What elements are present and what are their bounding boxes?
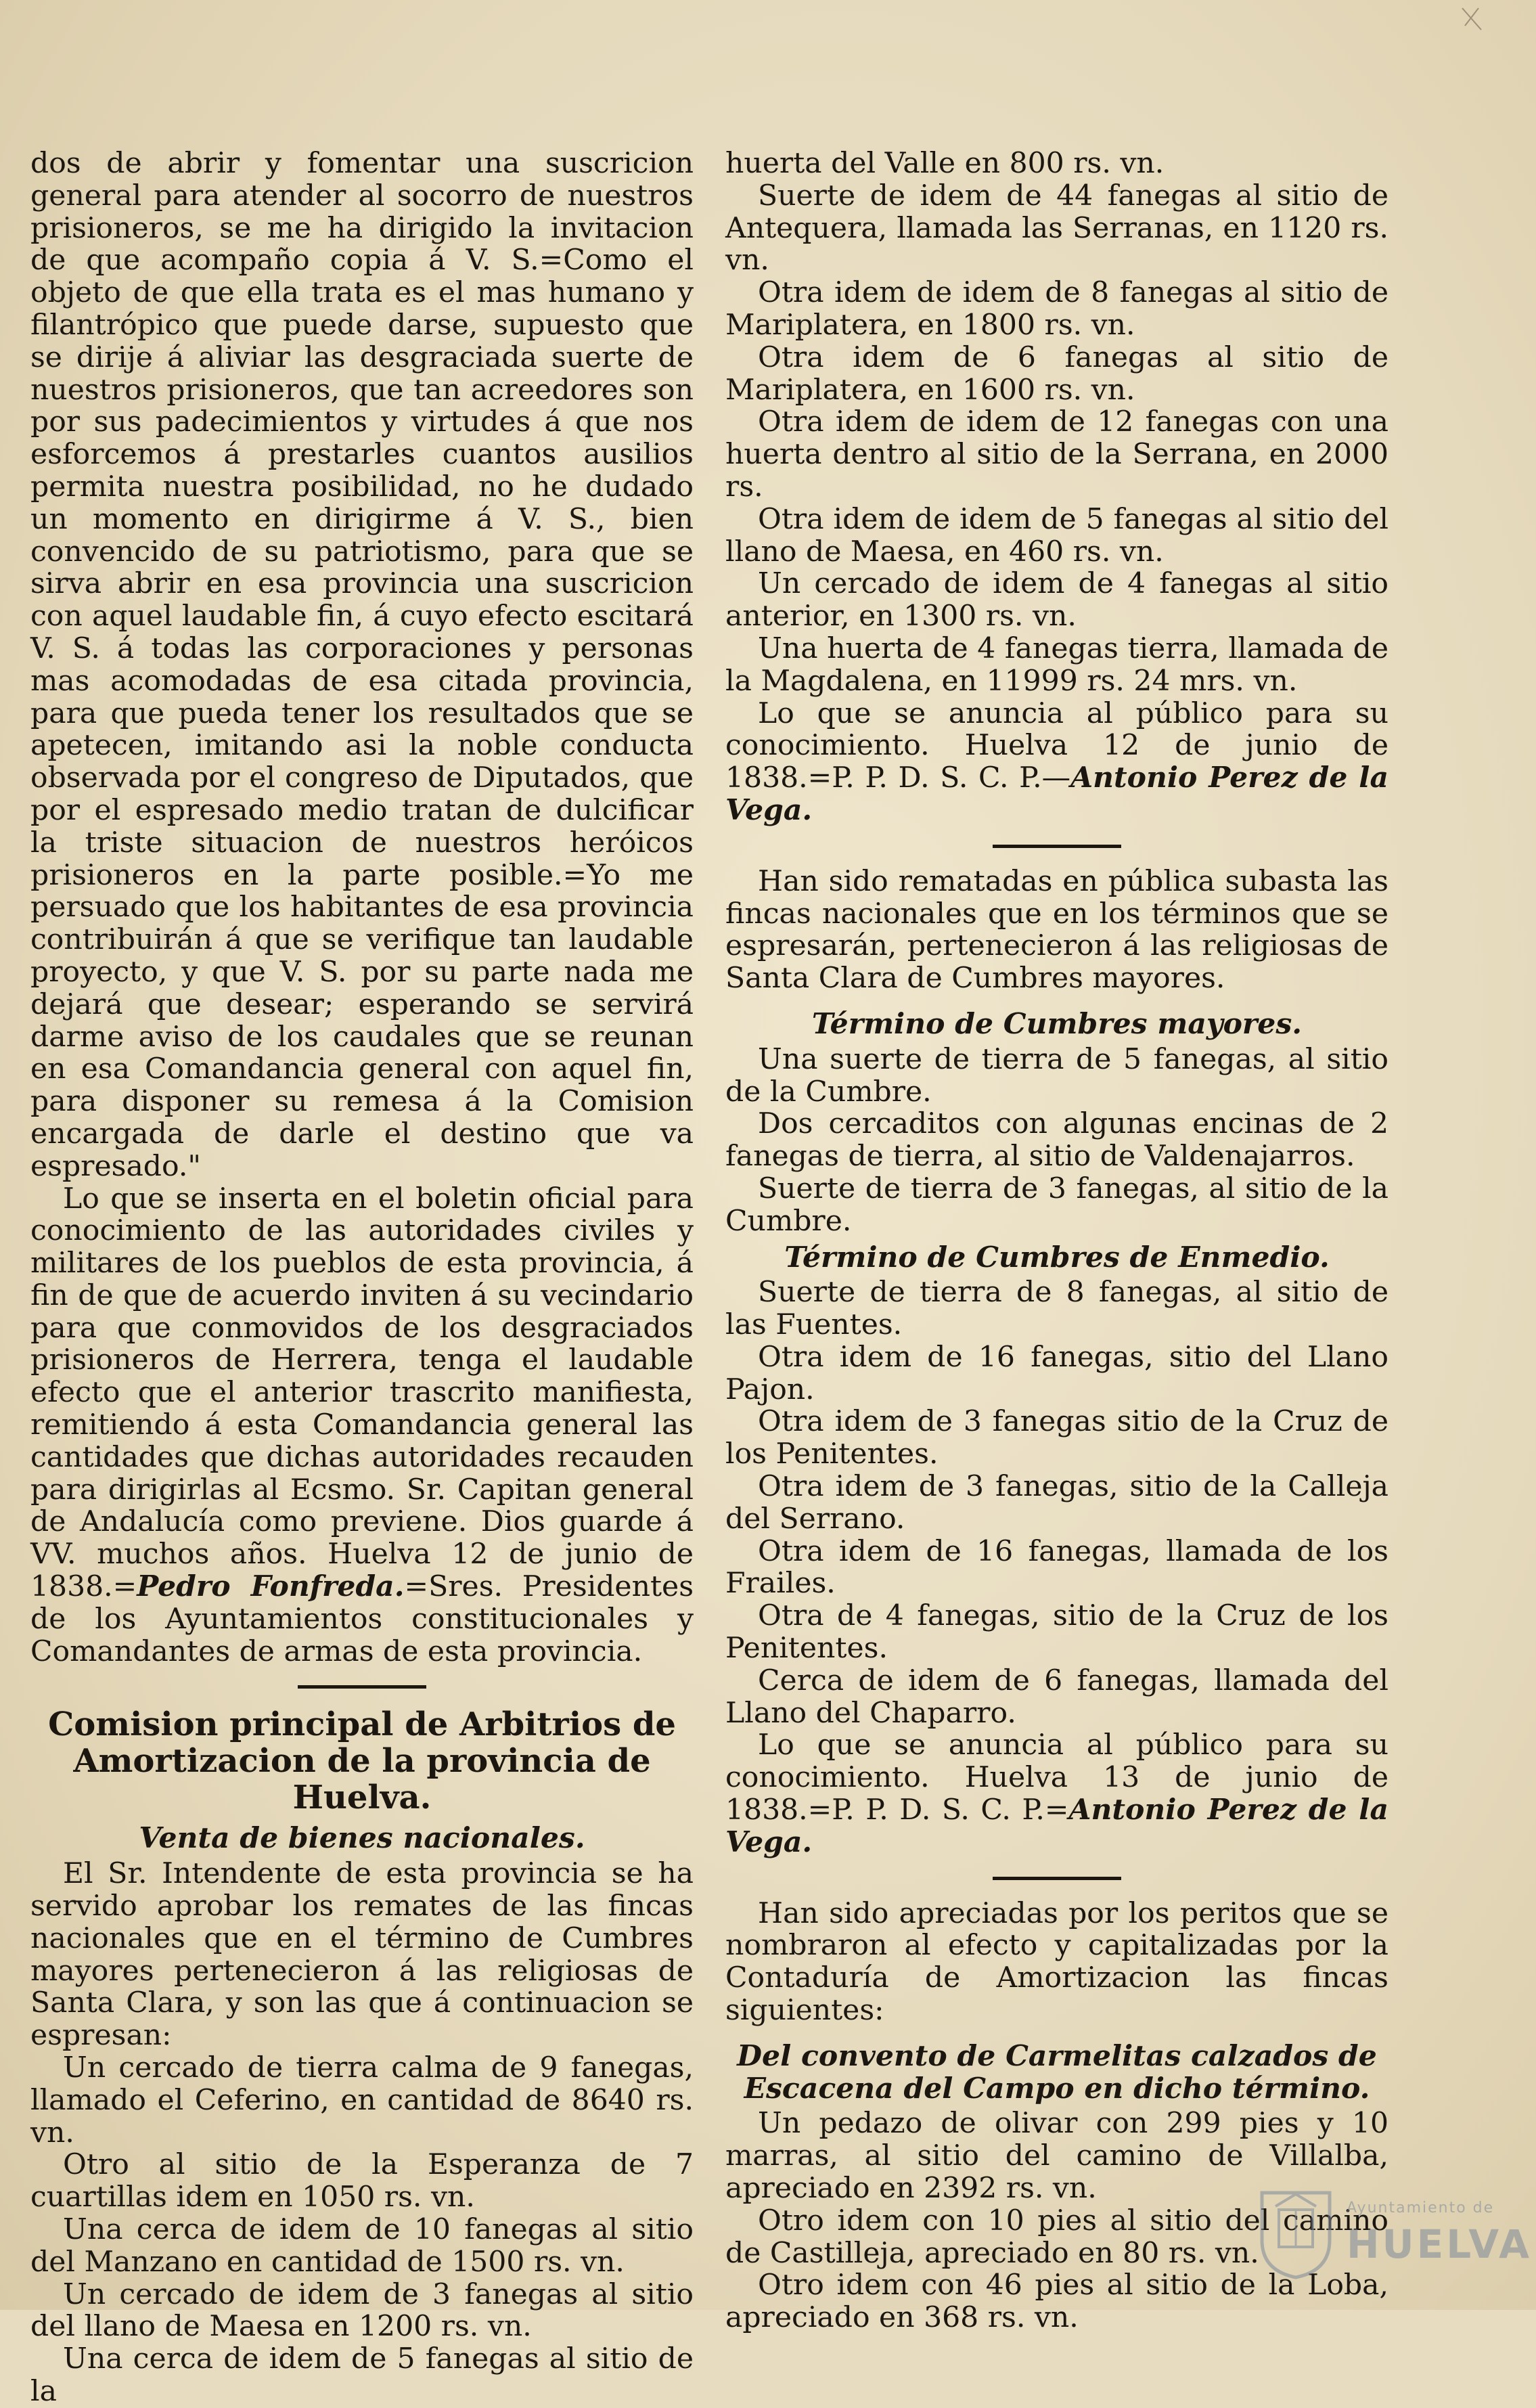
stamp-big-text: HUELVA (1347, 2221, 1533, 2267)
list-item: Otra idem de 3 fanegas, sitio de la Calleja del Serrano. (725, 1470, 1388, 1536)
signer-name: Pedro Fonfreda. (137, 1569, 405, 1604)
notice-paragraph (725, 698, 1388, 827)
section-subheading: Venta de bienes nacionales. (139, 1821, 585, 1856)
signer-name: Antonio Perez de la Vega. (725, 1793, 1388, 1859)
term-heading: Término de Cumbres de Enmedio. (784, 1240, 1330, 1274)
list-item: Un cercado de idem de 4 fanegas al sitio anterior, en 1300 rs. vn. (725, 567, 1388, 633)
list-item: Suerte de tierra de 8 fanegas, al sitio de las Fuentes. (725, 1276, 1388, 1342)
apreciadas-paragraph: Han sido apreciadas por los peritos que se nombraron al efecto y capitalizadas por la Contaduría de Amortizacion las fincas siguientes: (725, 1896, 1388, 2028)
list-item: huerta del Valle en 800 rs. vn. (725, 147, 1165, 180)
signer-name: Antonio Perez de la Vega. (725, 761, 1388, 827)
section-divider (298, 1685, 426, 1689)
remate-paragraph: Han sido rematadas en pública subasta las fincas nacionales que en los términos que se espresarán, pertenecieron á las religiosas de Santa Clara de Cumbres mayores. (725, 864, 1388, 996)
section-heading: Comision principal de Arbitrios de Amortizacion de la provincia de Huelva. (48, 1705, 676, 1817)
list-item: Un cercado de idem de 3 fanegas al sitio del llano de Maesa en 1200 rs. vn. (30, 2277, 694, 2344)
list-item: Un cercado de tierra calma de 9 fanegas, llamado el Ceferino, en cantidad de 8640 rs. vn. (30, 2051, 694, 2149)
archive-stamp (1255, 2186, 1533, 2281)
term-heading: Término de Cumbres mayores. (811, 1006, 1303, 1041)
insertion-text: Lo que se inserta en el boletin oficial para conocimiento de las autoridades civiles y militares de los pueblos de esta provincia, á fin de que de acuerdo inviten á su vecindario para que conmovidos de los desgraciados prisioneros de Herrera, tenga el laudable efecto que el anterior trascrito manifiesta, remitiendo á esta Comandancia general las cantidades que dichas autoridades recauden para dirigirlas al Ecsmo. Sr. Capitan general de Andalucía como previene. Dios guarde á VV. muchos años. Huelva 12 de junio de 1838.= (30, 1182, 694, 1604)
list-item: Dos cercaditos con algunas encinas de 2 fanegas de tierra, al sitio de Valdenajarros. (725, 1107, 1388, 1174)
notice-text: Lo que se anuncia al público para su conocimiento. Huelva 12 de junio de 1838.=P. P. D. S. C. P.— (725, 696, 1388, 795)
list-item: Otro al sitio de la Esperanza de 7 cuartillas idem en 1050 rs. vn. (30, 2148, 694, 2214)
insertion-paragraph (30, 1183, 694, 1668)
list-item: Suerte de tierra de 3 fanegas, al sitio de la Cumbre. (725, 1172, 1388, 1238)
list-item: Suerte de idem de 44 fanegas al sitio de Antequera, llamada las Serranas, en 1120 rs. vn. (725, 179, 1388, 277)
list-item: Otro idem con 46 pies al sitio de la Loba, apreciado en 368 rs. vn. (725, 2269, 1388, 2335)
notice-text: Lo que se anuncia al público para su conocimiento. Huelva 13 de junio de 1838.=P. P. D. S. C. P.= (725, 1729, 1388, 1827)
section-divider (993, 845, 1121, 848)
list-item: Otra idem de 3 fanegas sitio de la Cruz de los Penitentes. (725, 1405, 1388, 1471)
left-column (30, 148, 694, 2408)
list-item: Una cerca de idem de 5 fanegas al sitio de la (30, 2342, 694, 2408)
coat-of-arms-icon (1255, 2186, 1336, 2281)
corner-mark-icon (1458, 5, 1485, 32)
insertion-tail: =Sres. Presidentes de los Ayuntamientos constitucionales y Comandantes de armas de esta provincia. (30, 1570, 694, 1668)
list-item: Otra idem de idem de 8 fanegas al sitio de Mariplatera, en 1800 rs. vn. (725, 276, 1388, 342)
notice-paragraph (725, 1729, 1388, 1858)
letter-paragraph: dos de abrir y fomentar una suscricion general para atender al socorro de nuestros prisioneros, se me ha dirigido la invitacion de que acompaño copia á V. S.=Como el objeto de que ella trata es el mas humano y filantrópico que puede darse, supuesto que se dirije á aliviar las desgraciada suerte de nuestros prisioneros, que tan acreedores son por sus padecimientos y virtudes á que nos esforcemos á prestarles cuantos ausilios permita nuestra posibilidad, no he dudado un momento en dirigirme á V. S., bien convencido de su patriotismo, para que se sirva abrir en esa provincia una suscricion con aquel laudable fin, á cuyo efecto escitará V. S. á todas las corporaciones y personas mas acomodadas de esa citada provincia, para que pueda tener los resultados que se apetecen, imitando asi la noble conducta observada por el congreso de Diputados, que por el espresado medio tratan de dulcificar la triste situacion de nuestros heróicos prisioneros en la parte posible.=Yo me persuado que los habitantes de esa provincia contribuirán á que se verifique tan laudable proyecto, y que V. S. por su parte nada me dejará que desear; esperando se servirá darme aviso de los caudales que se reunan en esa Comandancia general con aquel fin, para disponer su remesa á la Comision encargada de darle el destino que va espresado." (30, 147, 694, 1183)
list-item: Otra idem de 16 fanegas, llamada de los Frailes. (725, 1534, 1388, 1601)
convent-heading: Del convento de Carmelitas calzados de Escacena del Campo en dicho término. (737, 2038, 1377, 2105)
list-item: Otra idem de idem de 12 fanegas con una huerta dentro al sitio de la Serrana, en 2000 rs. (725, 405, 1388, 504)
list-item: Otro idem con 10 pies al sitio del camino de Castilleja, apreciado en 80 rs. vn. (725, 2204, 1388, 2270)
intendente-paragraph: El Sr. Intendente de esta provincia se ha servido aprobar los remates de las fincas nacionales que en el término de Cumbres mayores pertenecieron á las religiosas de Santa Clara, y son las que á continuacion se espresan: (30, 1857, 694, 2053)
list-item: Una huerta de 4 fanegas tierra, llamada de la Magdalena, en 11999 rs. 24 mrs. vn. (725, 631, 1388, 698)
right-column (725, 148, 1388, 2334)
list-item: Una cerca de idem de 10 fanegas al sitio del Manzano en cantidad de 1500 rs. vn. (30, 2213, 694, 2279)
list-item: Un pedazo de olivar con 299 pies y 10 marras, al sitio del camino de Villalba, apreciado en 2392 rs. vn. (725, 2107, 1388, 2206)
list-item: Otra idem de idem de 5 fanegas al sitio del llano de Maesa, en 460 rs. vn. (725, 502, 1388, 568)
stamp-small-text: Ayuntamiento de (1347, 2200, 1495, 2216)
list-item: Otra de 4 fanegas, sitio de la Cruz de los Penitentes. (725, 1599, 1388, 1666)
section-divider (993, 1877, 1121, 1880)
list-item: Una suerte de tierra de 5 fanegas, al sitio de la Cumbre. (725, 1042, 1388, 1109)
list-item: Cerca de idem de 6 fanegas, llamada del Llano del Chaparro. (725, 1664, 1388, 1730)
list-item: Otra idem de 16 fanegas, sitio del Llano Pajon. (725, 1340, 1388, 1406)
list-item: Otra idem de 6 fanegas al sitio de Mariplatera, en 1600 rs. vn. (725, 340, 1388, 407)
